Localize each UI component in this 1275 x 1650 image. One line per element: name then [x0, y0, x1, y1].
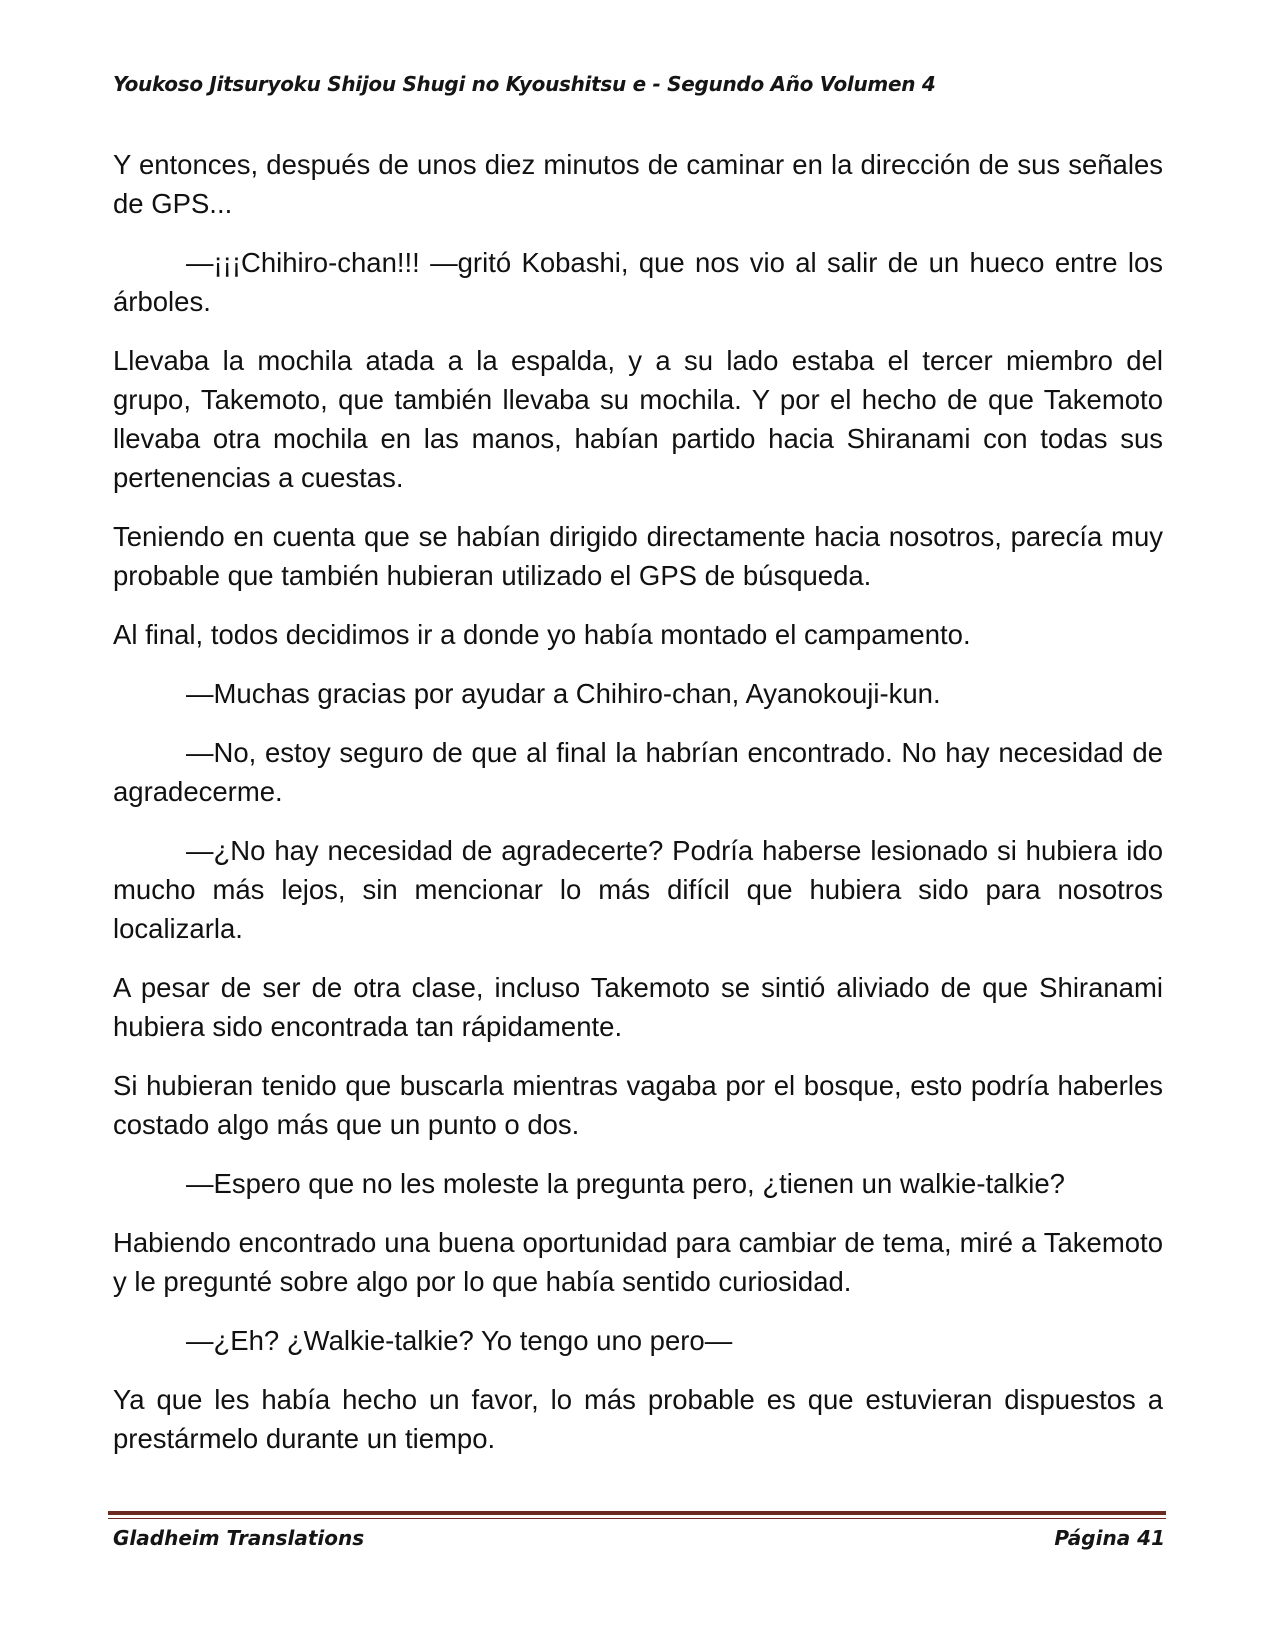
paragraph: Teniendo en cuenta que se habían dirigido directamente hacia nosotros, parecía muy probable que también hubieran utilizado el GPS de búsqueda.	[113, 521, 1163, 591]
footer-divider-thin	[108, 1518, 1166, 1519]
dialogue-paragraph: —Espero que no les moleste la pregunta pero, ¿tienen un walkie-talkie?	[186, 1168, 1065, 1199]
page-header-title: Youkoso Jitsuryoku Shijou Shugi no Kyoushitsu e - Segundo Año Volumen 4	[113, 72, 936, 96]
paragraph: Ya que les había hecho un favor, lo más probable es que estuvieran dispuestos a prestármelo durante un tiempo.	[113, 1384, 1163, 1454]
dialogue-paragraph: —¿Eh? ¿Walkie-talkie? Yo tengo uno pero—	[186, 1325, 733, 1356]
footer-divider	[108, 1511, 1166, 1515]
paragraph: A pesar de ser de otra clase, incluso Takemoto se sintió aliviado de que Shiranami hubiera sido encontrada tan rápidamente.	[113, 972, 1163, 1042]
dialogue-paragraph: —¿No hay necesidad de agradecerte? Podría haberse lesionado si hubiera ido mucho más lejos, sin mencionar lo más difícil que hubiera sido para nosotros localizarla.	[113, 835, 1163, 944]
dialogue-paragraph: —¡¡¡Chihiro-chan!!! —gritó Kobashi, que nos vio al salir de un hueco entre los árboles.	[113, 247, 1163, 317]
dialogue-paragraph: —Muchas gracias por ayudar a Chihiro-chan, Ayanokouji-kun.	[186, 678, 941, 709]
paragraph: Si hubieran tenido que buscarla mientras vagaba por el bosque, esto podría haberles costado algo más que un punto o dos.	[113, 1070, 1163, 1140]
dialogue-paragraph: —No, estoy seguro de que al final la habrían encontrado. No hay necesidad de agradecerme.	[113, 737, 1163, 807]
footer-page-number: Página 41	[1054, 1526, 1165, 1550]
paragraph: Y entonces, después de unos diez minutos de caminar en la dirección de sus señales de GPS...	[113, 149, 1163, 219]
paragraph: Habiendo encontrado una buena oportunidad para cambiar de tema, miré a Takemoto y le pregunté sobre algo por lo que había sentido curiosidad.	[113, 1227, 1163, 1297]
paragraph: Llevaba la mochila atada a la espalda, y a su lado estaba el tercer miembro del grupo, Takemoto, que también llevaba su mochila. Y por el hecho de que Takemoto llevaba otra mochila en las manos, habían partido hacia Shiranami con todas sus pertenencias a cuestas.	[113, 345, 1163, 493]
page-body	[113, 145, 1163, 1478]
paragraph: Al final, todos decidimos ir a donde yo había montado el campamento.	[113, 619, 971, 650]
footer-publisher: Gladheim Translations	[113, 1526, 365, 1550]
